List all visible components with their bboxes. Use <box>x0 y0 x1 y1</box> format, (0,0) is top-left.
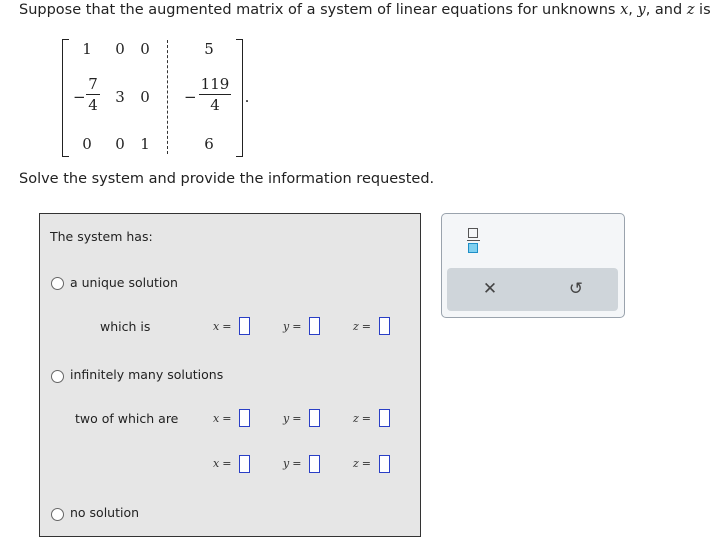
solution2-y-input[interactable] <box>309 455 320 473</box>
undo-icon[interactable]: ↺ <box>568 279 584 299</box>
equals-sign: = <box>361 412 372 425</box>
var-label-y <box>283 320 301 333</box>
matrix-entry: 5 <box>204 40 214 58</box>
matrix-entry: 0 <box>140 88 150 106</box>
infinite-sub-label: two of which are <box>75 411 179 426</box>
solution2-z-input[interactable] <box>379 455 390 473</box>
fraction-denominator: 4 <box>88 96 98 114</box>
var-z: z <box>353 412 359 425</box>
var-label-z <box>353 320 371 333</box>
solution1-z-input[interactable] <box>379 409 390 427</box>
matrix-fraction <box>199 75 231 114</box>
fraction-denominator: 4 <box>210 96 220 114</box>
matrix-right-bracket <box>236 39 243 157</box>
radio-unique-solution[interactable] <box>51 277 64 290</box>
var-y: y <box>283 412 290 425</box>
instruction-text: Solve the system and provide the information requested. <box>19 171 435 187</box>
radio-infinitely-many[interactable] <box>51 370 64 383</box>
matrix-entry: 0 <box>115 40 125 58</box>
question-prompt <box>19 2 711 18</box>
fraction-numerator: 7 <box>88 75 98 93</box>
equals-sign: = <box>222 320 232 333</box>
var-label-y <box>283 457 301 470</box>
matrix-entry: 1 <box>82 40 92 58</box>
var-label-x <box>213 412 231 425</box>
unique-y-input[interactable] <box>309 317 320 335</box>
option-label-unique: a unique solution <box>70 275 178 290</box>
radio-no-solution[interactable] <box>51 508 64 521</box>
prompt-var-x: x <box>620 2 629 18</box>
var-z: z <box>353 320 359 333</box>
fraction-icon-top-box <box>468 228 478 238</box>
fraction-icon-bottom-box <box>468 243 478 253</box>
var-x: x <box>213 320 220 333</box>
matrix-entry: 3 <box>115 88 125 106</box>
matrix-left-bracket <box>62 39 69 157</box>
fraction-bar <box>86 94 100 95</box>
equals-sign: = <box>361 320 372 333</box>
matrix-fraction <box>86 75 100 114</box>
var-x: x <box>213 457 220 470</box>
solution1-x-input[interactable] <box>239 409 250 427</box>
fraction-icon-bar <box>467 240 480 241</box>
matrix-end-punct: . <box>244 88 250 106</box>
clear-icon[interactable]: ✕ <box>482 279 498 299</box>
prompt-text: Suppose that the augmented matrix of a system of linear equations for unknowns <box>19 2 621 18</box>
prompt-var-z: z <box>686 2 695 18</box>
equals-sign: = <box>292 457 302 470</box>
var-label-x <box>213 320 231 333</box>
var-label-y <box>283 412 301 425</box>
unique-z-input[interactable] <box>379 317 390 335</box>
var-y: y <box>283 457 290 470</box>
var-z: z <box>353 457 359 470</box>
equals-sign: = <box>361 457 372 470</box>
option-label-none: no solution <box>70 505 140 520</box>
equals-sign: = <box>292 320 302 333</box>
matrix-entry: 0 <box>140 40 150 58</box>
augment-divider <box>167 40 168 154</box>
var-x: x <box>213 412 220 425</box>
prompt-sep: , and <box>645 2 687 18</box>
equals-sign: = <box>222 457 232 470</box>
unique-sub-label: which is <box>100 319 151 334</box>
var-label-x <box>213 457 231 470</box>
matrix-entry: 0 <box>115 135 125 153</box>
matrix-entry: 0 <box>82 135 92 153</box>
fraction-numerator: 119 <box>200 75 230 93</box>
option-label-infinite: infinitely many solutions <box>70 367 224 382</box>
var-y: y <box>283 320 290 333</box>
prompt-var-y: y <box>637 2 646 18</box>
fraction-bar <box>199 94 231 95</box>
unique-x-input[interactable] <box>239 317 250 335</box>
var-label-z <box>353 412 371 425</box>
tool-action-bar <box>447 268 618 311</box>
prompt-sep: , <box>628 2 638 18</box>
prompt-text-end: is <box>694 2 711 18</box>
fraction-icon[interactable] <box>468 228 480 254</box>
minus-sign: − <box>73 88 86 106</box>
solution2-x-input[interactable] <box>239 455 250 473</box>
equals-sign: = <box>222 412 232 425</box>
var-label-z <box>353 457 371 470</box>
matrix-entry: 1 <box>140 135 150 153</box>
equals-sign: = <box>292 412 302 425</box>
solution1-y-input[interactable] <box>309 409 320 427</box>
matrix-entry: 6 <box>204 135 214 153</box>
minus-sign: − <box>184 88 197 106</box>
panel-heading: The system has: <box>50 229 153 244</box>
